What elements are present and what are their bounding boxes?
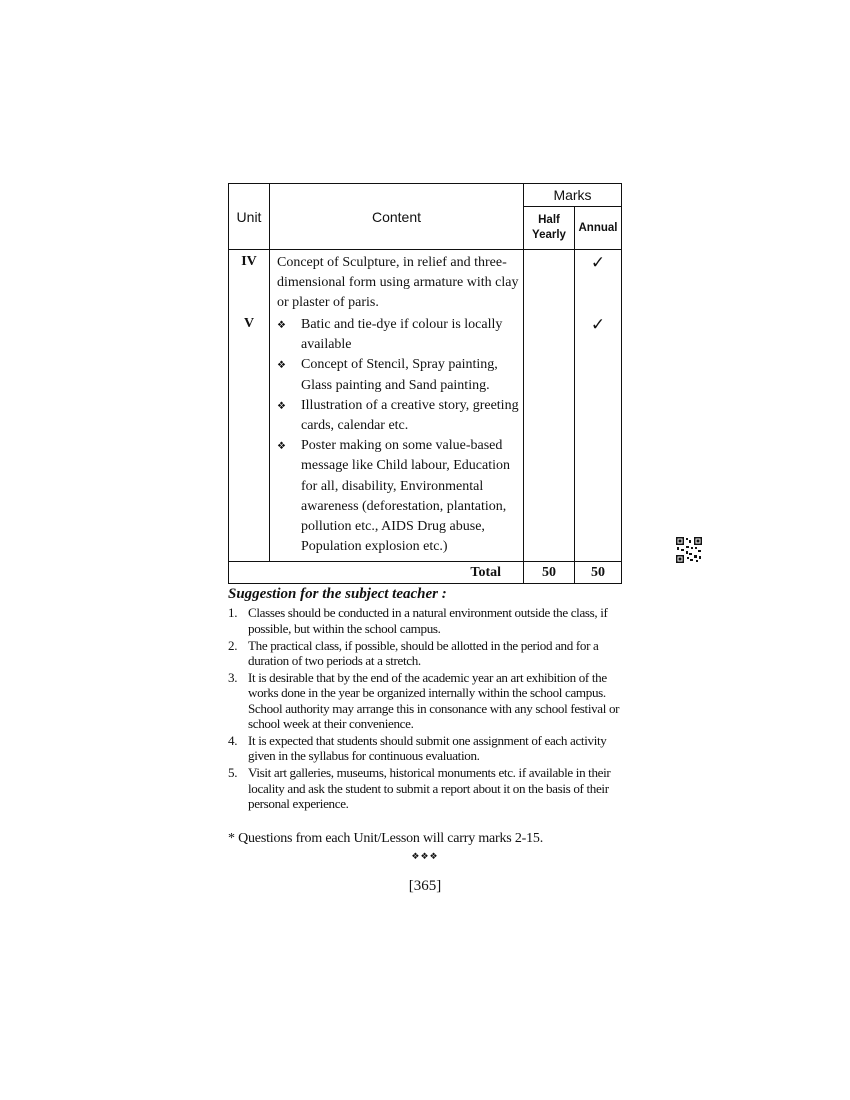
- header-unit: Unit: [229, 184, 270, 250]
- list-item: ❖ Illustration of a creative story, greeting cards, calendar etc.: [277, 396, 519, 436]
- marks-table: [228, 183, 622, 584]
- unit-label-v: V: [243, 316, 255, 331]
- list-item: ❖ Poster making on some value-based message like Child labour, Education for all, disability, Environmental awareness (deforestation, plantation, pollution etc., AIDS Drug abuse, Population explosion etc.): [277, 436, 519, 557]
- qr-code-icon: [676, 537, 702, 563]
- diamond-bullet-icon: ❖: [277, 400, 286, 412]
- half-yearly-cell: [524, 250, 575, 562]
- list-item: ❖ Batic and tie-dye if colour is locally available: [277, 315, 519, 355]
- unit-iv-content: Concept of Sculpture, in relief and three- dimensional form using armature with clay or plaster of paris.: [277, 255, 519, 311]
- list-item: 4. It is expected that students should submit one assignment of each activity given in the syllabus for continuous evaluation.: [228, 733, 607, 764]
- total-half-yearly: 50: [524, 562, 575, 584]
- header-content: Content: [270, 184, 524, 250]
- list-item: ❖ Concept of Stencil, Spray painting, Glass painting and Sand painting.: [277, 355, 519, 395]
- page-number: [365]: [408, 878, 442, 895]
- suggestion-list: [228, 605, 622, 811]
- table-row-total: [229, 562, 622, 584]
- diamond-bullet-icon: ❖: [277, 360, 286, 372]
- footnote: * Questions from each Unit/Lesson will carry marks 2-15.: [228, 831, 544, 847]
- total-label: Total: [229, 562, 524, 584]
- suggestion-heading: Suggestion for the subject teacher :: [228, 586, 447, 603]
- list-item: 3. It is desirable that by the end of the academic year an art exhibition of the works done in the year be organized internally within the school campus. School authority may arrange this in consonance with any school festival or school week at their convenience.: [228, 670, 620, 731]
- unit-column: [229, 250, 270, 562]
- header-marks: Marks: [524, 184, 622, 207]
- ornament-divider: ❖❖❖: [411, 851, 439, 862]
- list-item: 2. The practical class, if possible, should be allotted in the period and for a duration of two periods at a stretch.: [228, 637, 599, 669]
- diamond-bullet-icon: ❖: [277, 441, 286, 453]
- total-annual: 50: [575, 562, 622, 584]
- list-item: 1. Classes should be conducted in a natural environment outside the class, if possible, but within the school campus.: [228, 605, 608, 636]
- annual-cell: [575, 250, 622, 562]
- table-row-units: [229, 250, 622, 562]
- unit-label-iv: IV: [241, 254, 257, 269]
- header-half-yearly: Half Yearly: [524, 207, 575, 250]
- list-item: 5. Visit art galleries, museums, historical monuments etc. if available in their locality and ask the student to submit a report about it on the basis of their personal experience.: [228, 765, 611, 811]
- unit-v-bullet-list: [277, 315, 519, 557]
- check-icon: ✓: [590, 253, 606, 272]
- document-page: [228, 183, 622, 895]
- diamond-bullet-icon: ❖: [277, 320, 286, 331]
- header-annual: Annual: [575, 207, 622, 250]
- content-cell: [270, 250, 524, 562]
- check-icon: ✓: [590, 315, 606, 334]
